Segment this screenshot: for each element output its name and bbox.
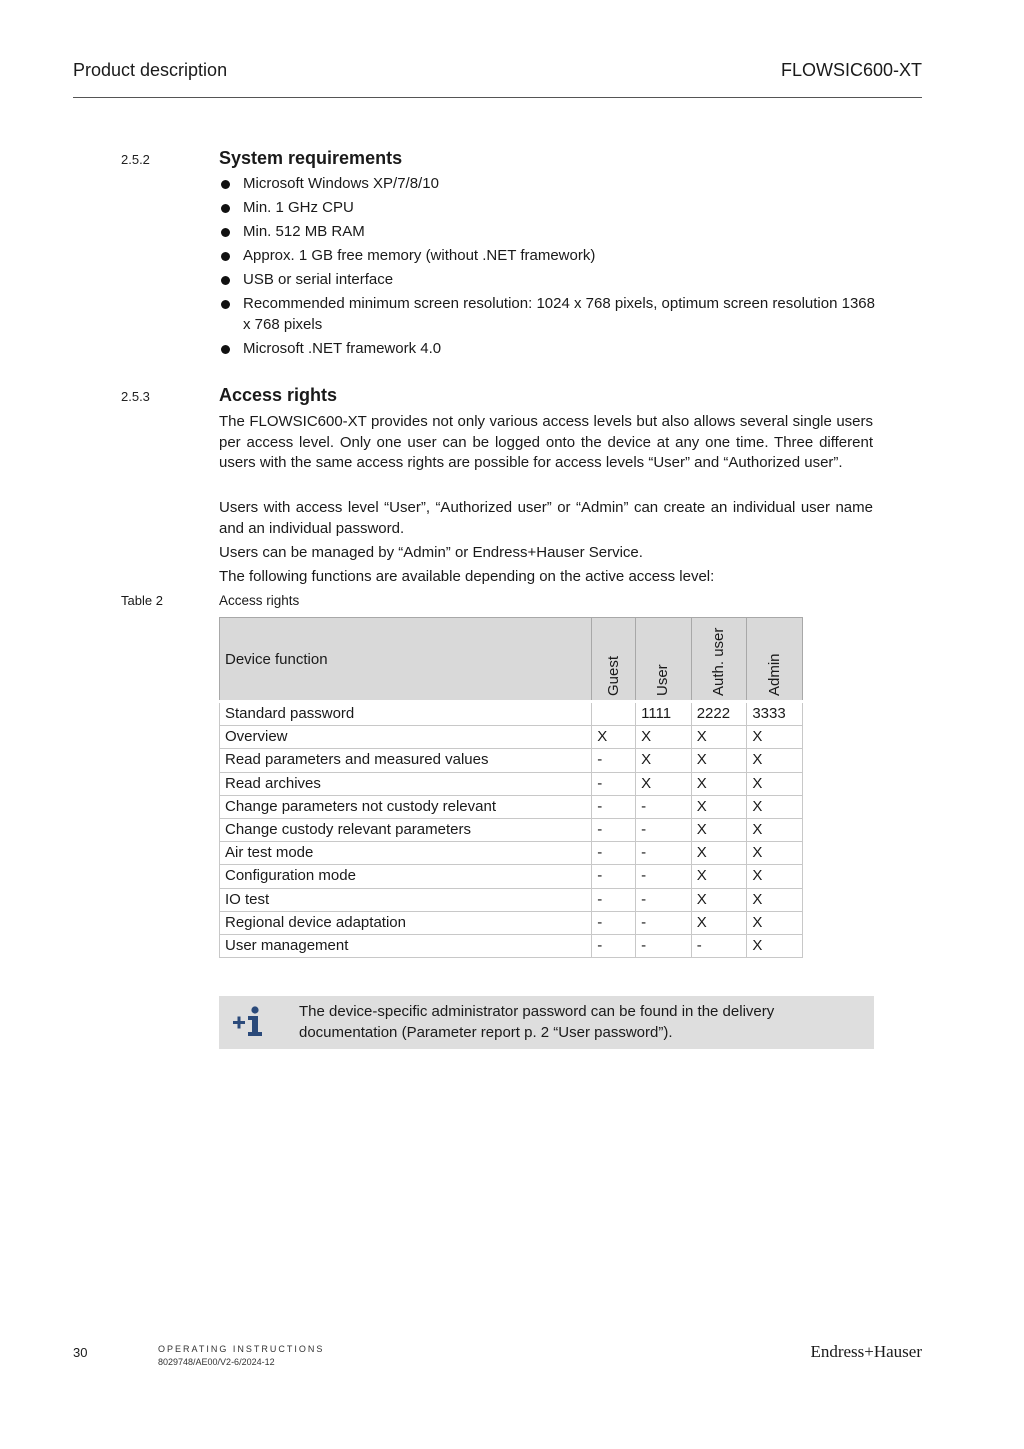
section-number-system-requirements: 2.5.2 bbox=[121, 152, 150, 167]
paragraph-user-management: Users can be managed by “Admin” or Endress+Hauser Service. bbox=[219, 544, 643, 561]
table-cell-access: 3333 bbox=[747, 702, 803, 726]
table-cell-access: 1111 bbox=[636, 702, 692, 726]
header-divider bbox=[73, 97, 922, 98]
table-cell-access: X bbox=[747, 842, 803, 865]
table-cell-access: X bbox=[691, 726, 747, 749]
table-caption-title: Access rights bbox=[219, 593, 300, 608]
list-item: Min. 512 MB RAM bbox=[219, 222, 879, 243]
bullet-icon bbox=[221, 204, 230, 213]
table-row bbox=[220, 795, 803, 818]
header-section-title: Product description bbox=[73, 60, 228, 80]
document-code: 8029748/AE00/V2-6/2024-12 bbox=[158, 1357, 275, 1367]
table-cell-function: Regional device adaptation bbox=[220, 911, 592, 934]
table-cell-access: - bbox=[592, 934, 636, 957]
table-cell-access: - bbox=[592, 888, 636, 911]
table-cell-access: - bbox=[636, 934, 692, 957]
table-cell-access: - bbox=[592, 772, 636, 795]
table-header-row bbox=[220, 618, 803, 702]
table-cell-function: Overview bbox=[220, 726, 592, 749]
info-note-text: The device-specific administrator password can be found in the delivery documentation (Parameter report p. 2 “User password”). bbox=[299, 1003, 775, 1041]
section-title-system-requirements: System requirements bbox=[219, 148, 403, 168]
table-cell-access: X bbox=[691, 749, 747, 772]
bullet-icon bbox=[221, 345, 230, 354]
list-item: Microsoft .NET framework 4.0 bbox=[219, 339, 879, 360]
table-row bbox=[220, 888, 803, 911]
table-cell-function: Change custody relevant parameters bbox=[220, 818, 592, 841]
table-cell-access: - bbox=[636, 795, 692, 818]
column-header-device-function: Device function bbox=[220, 618, 592, 702]
table-cell-access: X bbox=[592, 726, 636, 749]
list-item: Min. 1 GHz CPU bbox=[219, 198, 879, 219]
list-item: USB or serial interface bbox=[219, 270, 879, 291]
table-cell-function: Read parameters and measured values bbox=[220, 749, 592, 772]
table-cell-access: X bbox=[747, 865, 803, 888]
paragraph-access-levels: The FLOWSIC600-XT provides not only various access levels but also allows several single users per access level. Only one user can be logged onto the device at any one time. Three different users with the same access rights are possible for access levels “User” and “Authorized user”. bbox=[219, 413, 873, 471]
info-note bbox=[219, 996, 874, 1049]
info-plus-icon bbox=[219, 996, 291, 1049]
table-cell-access: - bbox=[592, 865, 636, 888]
table-cell-function: Air test mode bbox=[220, 842, 592, 865]
table-row bbox=[220, 818, 803, 841]
bullet-icon bbox=[221, 228, 230, 237]
paragraph-user-credentials: Users with access level “User”, “Authorized user” or “Admin” can create an individual user name and an individual password. bbox=[219, 499, 873, 537]
table-cell-access: - bbox=[636, 888, 692, 911]
section-number-access-rights: 2.5.3 bbox=[121, 389, 150, 404]
brand-logo: Endress+Hauser bbox=[810, 1342, 922, 1361]
table-cell-access: - bbox=[691, 934, 747, 957]
paragraph-functions-intro: The following functions are available depending on the active access level: bbox=[219, 568, 715, 585]
table-cell-access: X bbox=[691, 842, 747, 865]
table-cell-access: - bbox=[592, 911, 636, 934]
table-cell-access: X bbox=[636, 772, 692, 795]
table-row bbox=[220, 749, 803, 772]
table-row bbox=[220, 726, 803, 749]
column-header-admin: Admin bbox=[747, 618, 803, 702]
header-product-name: FLOWSIC600-XT bbox=[780, 60, 922, 80]
table-cell-access: X bbox=[691, 818, 747, 841]
table-cell-access: 2222 bbox=[691, 702, 747, 726]
document-type: OPERATING INSTRUCTIONS bbox=[158, 1344, 325, 1354]
table-cell-function: Read archives bbox=[220, 772, 592, 795]
table-cell-access: X bbox=[691, 888, 747, 911]
page-number: 30 bbox=[73, 1345, 88, 1360]
table-cell-function: Standard password bbox=[220, 702, 592, 726]
list-item: Microsoft Windows XP/7/8/10 bbox=[219, 174, 879, 195]
table-cell-access: - bbox=[592, 842, 636, 865]
table-row bbox=[220, 911, 803, 934]
table-cell-access: - bbox=[636, 911, 692, 934]
table-cell-access: - bbox=[636, 842, 692, 865]
table-cell-function: User management bbox=[220, 934, 592, 957]
bullet-icon bbox=[221, 252, 230, 261]
table-cell-access: X bbox=[747, 749, 803, 772]
table-cell-access: X bbox=[747, 911, 803, 934]
table-cell-access: - bbox=[592, 749, 636, 772]
table-cell-function: Change parameters not custody relevant bbox=[220, 795, 592, 818]
column-header-guest: Guest bbox=[592, 618, 636, 702]
table-cell-access: - bbox=[592, 818, 636, 841]
bullet-icon bbox=[221, 180, 230, 189]
table-row bbox=[220, 934, 803, 957]
bullet-icon bbox=[221, 300, 230, 309]
table-cell-access: X bbox=[747, 772, 803, 795]
table-cell-access: - bbox=[636, 818, 692, 841]
table-row bbox=[220, 772, 803, 795]
table-row bbox=[220, 842, 803, 865]
table-cell-access: X bbox=[636, 726, 692, 749]
table-cell-access bbox=[592, 702, 636, 726]
table-cell-access: - bbox=[636, 865, 692, 888]
table-cell-access: X bbox=[747, 795, 803, 818]
table-cell-access: X bbox=[691, 865, 747, 888]
column-header-auth-user: Auth. user bbox=[691, 618, 747, 702]
table-cell-access: X bbox=[691, 795, 747, 818]
table-cell-access: X bbox=[691, 772, 747, 795]
table-cell-access: X bbox=[747, 818, 803, 841]
table-caption-number: Table 2 bbox=[121, 593, 163, 608]
table-row bbox=[220, 865, 803, 888]
table-row bbox=[220, 702, 803, 726]
bullet-icon bbox=[221, 276, 230, 285]
access-rights-table bbox=[219, 617, 803, 958]
table-cell-function: Configuration mode bbox=[220, 865, 592, 888]
section-title-access-rights: Access rights bbox=[219, 385, 338, 405]
table-cell-access: - bbox=[592, 795, 636, 818]
table-cell-access: X bbox=[636, 749, 692, 772]
table-cell-access: X bbox=[747, 888, 803, 911]
system-requirements-list bbox=[219, 174, 879, 363]
list-item: Approx. 1 GB free memory (without .NET framework) bbox=[219, 246, 879, 267]
column-header-user: User bbox=[636, 618, 692, 702]
table-cell-function: IO test bbox=[220, 888, 592, 911]
table-cell-access: X bbox=[747, 934, 803, 957]
list-item: Recommended minimum screen resolution: 1024 x 768 pixels, optimum screen resolution 1368 x 768 pixels bbox=[219, 294, 879, 335]
table-cell-access: X bbox=[747, 726, 803, 749]
table-cell-access: X bbox=[691, 911, 747, 934]
